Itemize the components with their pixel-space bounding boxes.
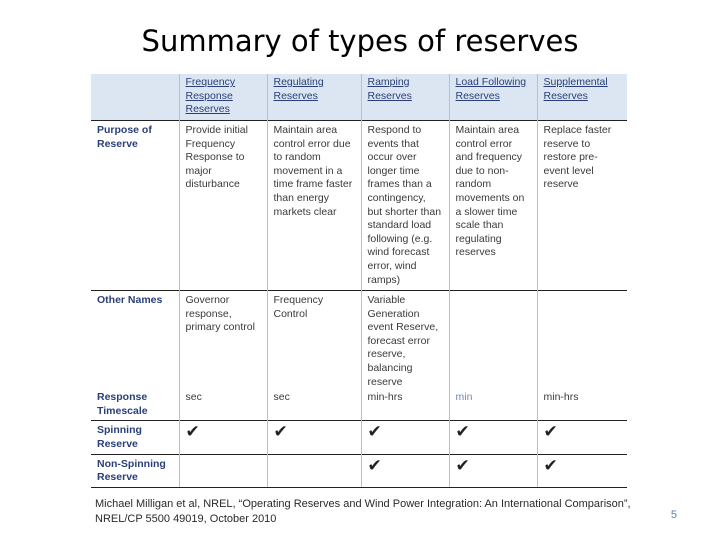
row-label-timescale: Response Timescale (97, 391, 148, 417)
table-cell: min (449, 391, 537, 421)
table-cell (537, 291, 627, 392)
table-header-row (91, 74, 627, 121)
table-cell (267, 454, 361, 487)
slide-title: Summary of types of reserves (141, 24, 579, 58)
table-cell (179, 454, 267, 487)
table-cell: sec (267, 391, 361, 421)
table-cell (449, 291, 537, 392)
check-icon: ✔ (267, 421, 361, 454)
corner-cell (91, 74, 179, 121)
header-regulating: Regulating Reserves (267, 74, 361, 121)
table-cell: Governor response, primary control (179, 291, 267, 392)
check-icon: ✔ (537, 421, 627, 454)
check-icon: ✔ (449, 421, 537, 454)
citation-line-2: NREL/CP 5500 49019, October 2010 (95, 513, 277, 525)
table-cell: Frequency Control (267, 291, 361, 392)
table-cell: Variable Generation event Reserve, forecast error reserve, balancing reserve (361, 291, 449, 392)
header-frequency-response: Frequency Response Reserves (179, 74, 267, 121)
table-cell: Respond to events that occur over longer time frames than a contingency, but shorter than standard load following (e.g. wind forecast error, wind ramps) (361, 121, 449, 291)
table-row-other-names (91, 291, 627, 392)
check-icon: ✔ (361, 454, 449, 487)
table-row-timescale (91, 391, 627, 421)
citation-line-1: Michael Milligan et al, NREL, “Operating Reserves and Wind Power Integration: An International Comparison”, (95, 498, 631, 510)
row-label-purpose: Purpose of Reserve (91, 121, 179, 291)
header-ramping: Ramping Reserves (361, 74, 449, 121)
page-number: 5 (670, 509, 677, 521)
row-label-non-spinning: Non-Spinning Reserve (91, 454, 179, 487)
header-supplemental: Supplemental Reserves (537, 74, 627, 121)
citation-footnote (95, 497, 631, 527)
table-cell: Replace faster reserve to restore pre-event level reserve (537, 121, 627, 291)
check-icon: ✔ (449, 454, 537, 487)
check-icon: ✔ (361, 421, 449, 454)
table-cell: sec (179, 391, 267, 421)
table-cell: Maintain area control error and frequency due to non-random movements on a slower time scale than regulating reserves (449, 121, 537, 291)
table-row-spinning (91, 421, 627, 454)
table-row-purpose (91, 121, 627, 291)
check-icon: ✔ (179, 421, 267, 454)
table-cell: min-hrs (537, 391, 627, 421)
reserves-table (91, 74, 627, 488)
table-cell: Maintain area control error due to random movement in a time frame faster than energy markets clear (267, 121, 361, 291)
table-cell: Provide initial Frequency Response to major disturbance (179, 121, 267, 291)
table-cell: min-hrs (361, 391, 449, 421)
header-load-following: Load Following Reserves (449, 74, 537, 121)
row-label-other-names: Other Names (91, 291, 179, 392)
row-label-spinning: Spinning Reserve (91, 421, 179, 454)
check-icon: ✔ (537, 454, 627, 487)
table-row-non-spinning (91, 454, 627, 487)
